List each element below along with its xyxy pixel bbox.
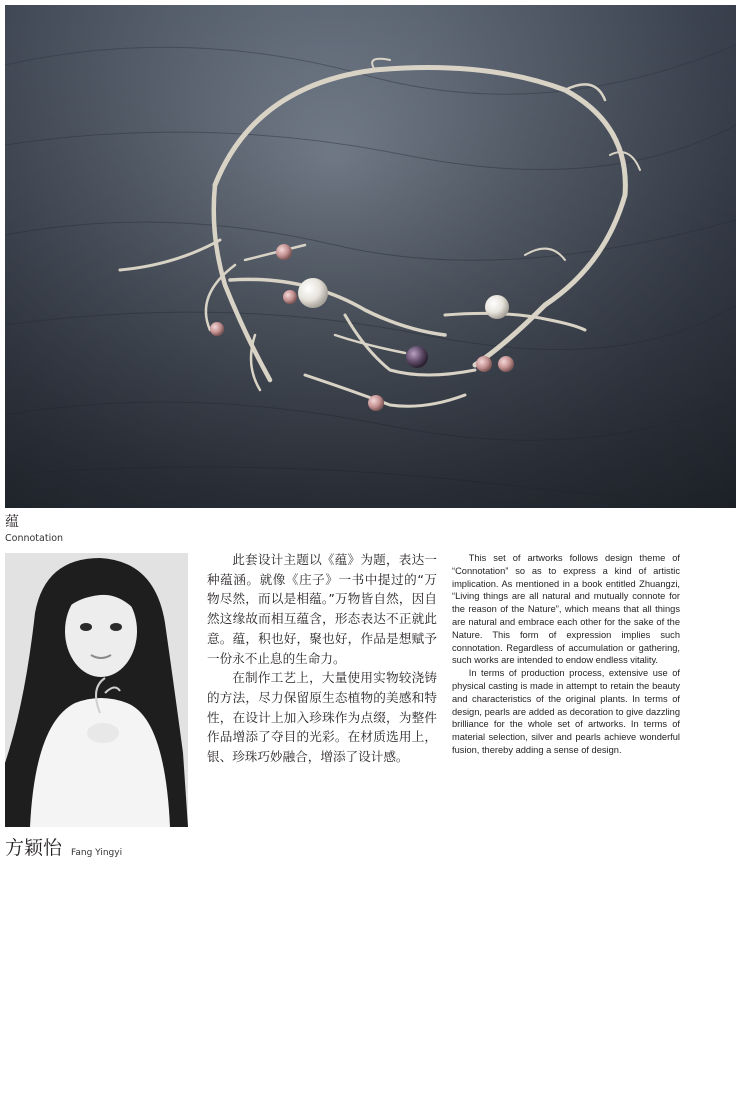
pearl <box>498 356 514 372</box>
pearl <box>276 244 292 260</box>
designer-name-en: Fang Yingyi <box>71 848 123 858</box>
designer-portrait <box>5 553 188 827</box>
pearl <box>485 295 509 319</box>
artwork-title-cn: 蕴 <box>5 514 19 530</box>
pearl <box>476 356 492 372</box>
artwork-title-en: Connotation <box>5 533 64 544</box>
portrait-illustration <box>5 553 188 827</box>
pearl-large <box>298 278 328 308</box>
description-cn-paragraph: 此套设计主题以《蕴》为题，表达一种蕴涵。就像《庄子》一书中提过的“万物尽然，而以是相蕴。”万物皆自然，因自然这缘故而相互蕴含，形态表达不正就此意。蕴，积也好，聚也好，作品是想赋予一份永不止息的生命力。 <box>207 552 437 666</box>
artwork-photo <box>5 5 736 508</box>
description-cn <box>207 550 437 767</box>
description-en-paragraph: In terms of production process, extensive use of physical casting is made in attempt to retain the beauty and characteristics of the original plants. In terms of design, pearls are added as decoration to give dazzling brilliance for the whole set of artworks. In terms of material selection, silver and pearls achieve wonderful fusion, thereby adding a sense of design. <box>452 668 680 755</box>
pearl <box>283 290 297 304</box>
description-cn-paragraph: 在制作工艺上，大量使用实物较浇铸的方法，尽力保留原生态植物的美感和特性，在设计上加入珍珠作为点缀，为整件作品增添了夺目的光彩。在材质选用上，银、珍珠巧妙融合，增添了设计感。 <box>207 670 437 765</box>
description-en <box>452 552 680 757</box>
description-en-paragraph: This set of artworks follows design theme of “Connotation” so as to express a kind of artistic implication. As mentioned in a book entitled Zhuangzi, “Living things are all natural and mutually connote for the reason of the Nature”, which means that all things are natural and embrace each other for the sake of the Nature. This form of expression implies such connotation. Regardless of accumulation or gathering, such works are intended to endow endless vitality. <box>452 553 680 666</box>
designer-name-cn: 方颖怡 <box>5 837 63 859</box>
necklace-illustration <box>5 5 736 508</box>
pearl-dark <box>406 346 428 368</box>
pearl <box>210 322 224 336</box>
pearl <box>368 395 384 411</box>
